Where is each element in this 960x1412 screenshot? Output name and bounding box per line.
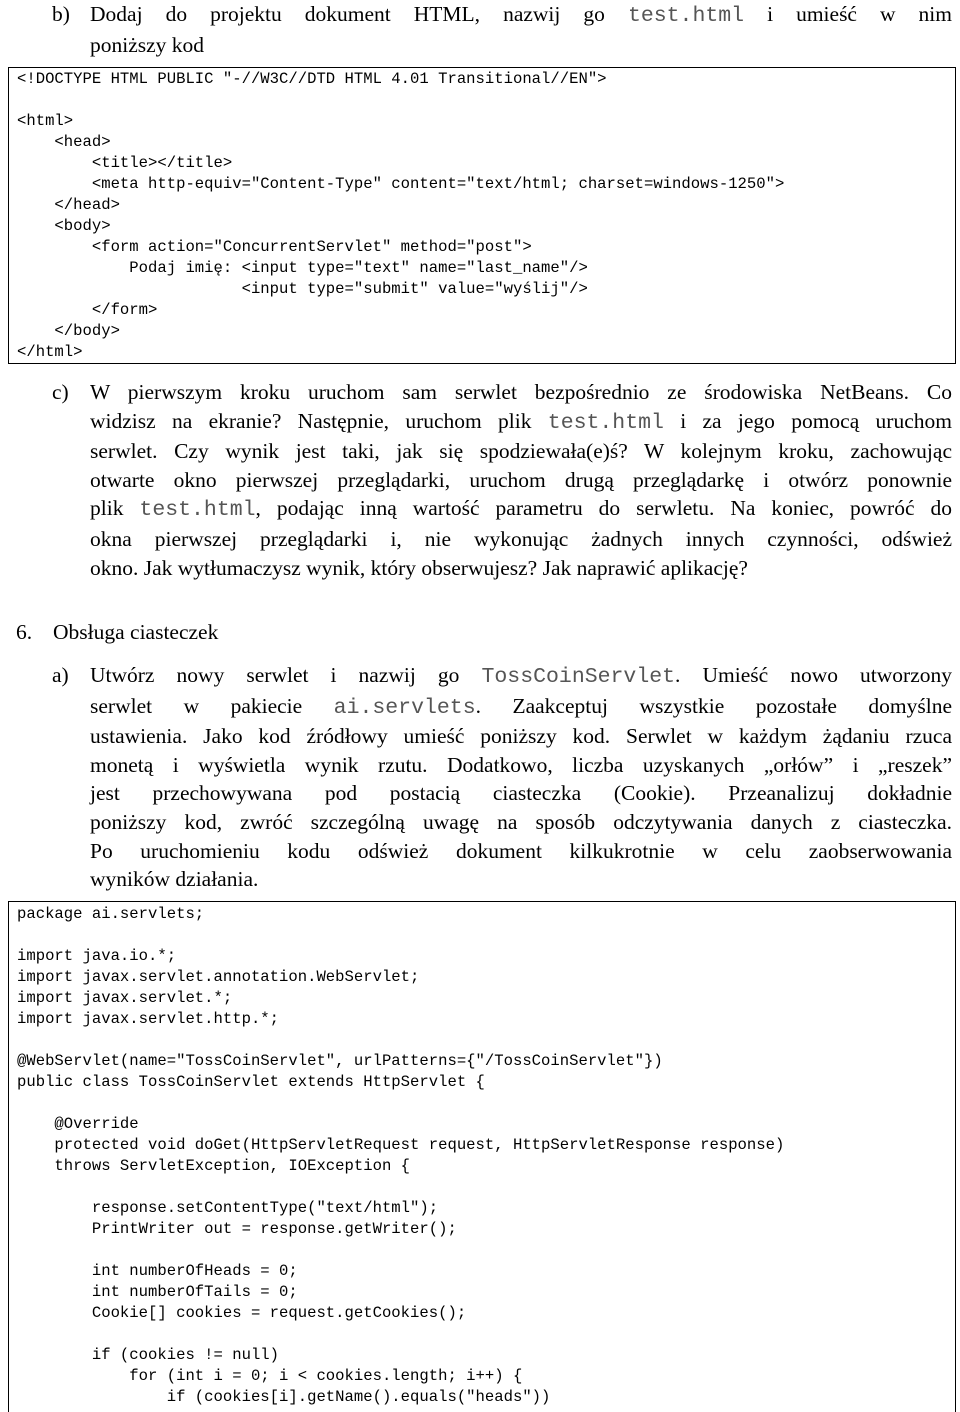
code-line: import java.io.*; <box>17 947 177 965</box>
code-line: int numberOfTails = 0; <box>17 1283 298 1301</box>
code-line: <input type="submit" value="wyślij"/> <box>17 280 588 298</box>
code-line: package ai.servlets; <box>17 905 205 923</box>
section-6-heading <box>16 618 416 647</box>
code-line: @Override <box>17 1115 139 1133</box>
item-a-line-5: jest przechowywana pod postacią ciasteczka (Cookie). Przeanalizuj dokładnie <box>90 781 952 806</box>
code-line <box>17 90 955 111</box>
item-a-line-2: serwlet w pakiecie ai.servlets. Zaakceptuj wszystkie pozostałe domyślne <box>90 693 952 720</box>
code-line: for (int i = 0; i < cookies.length; i++) { <box>17 1367 523 1385</box>
code-line <box>17 1240 955 1261</box>
code-line: </form> <box>17 301 158 319</box>
item-b-marker: b) <box>52 2 70 26</box>
section-6-title: Obsługa ciasteczek <box>53 620 219 644</box>
code-line: <form action="ConcurrentServlet" method="post"> <box>17 238 532 256</box>
code-line: import javax.servlet.annotation.WebServlet; <box>17 968 420 986</box>
code-line: int numberOfHeads = 0; <box>17 1262 298 1280</box>
section-6-number: 6. <box>16 620 33 644</box>
code-line: response.setContentType("text/html"); <box>17 1199 439 1217</box>
item-c-line-2: widzisz na ekranie? Następnie, uruchom plik test.html i za jego pomocą uruchom <box>90 408 952 435</box>
code-line <box>17 1324 955 1345</box>
code-line: </head> <box>17 196 120 214</box>
item-b-line-1: Dodaj do projektu dokument HTML, nazwij go test.html i umieść w nim <box>90 2 952 28</box>
code-line: </html> <box>17 343 83 361</box>
code-line: Podaj imię: <input type="text" name="last_name"/> <box>17 259 588 277</box>
item-a <box>52 661 952 894</box>
code-line <box>17 1177 955 1198</box>
code-line: </body> <box>17 322 120 340</box>
item-a-line-4: monetą i wyświetla wynik rzutu. Dodatkowo, liczba uzyskanych „orłów” i „reszek” <box>90 752 952 777</box>
item-b <box>52 0 952 59</box>
item-c-line-1: W pierwszym kroku uruchom sam serwlet bezpośrednio ze środowiska NetBeans. Co <box>90 380 952 404</box>
code-line <box>17 1030 955 1051</box>
html-code-block <box>8 67 956 364</box>
code-line: protected void doGet(HttpServletRequest request, HttpServletResponse response) <box>17 1136 785 1154</box>
item-b-line-2: poniższy kod <box>90 32 205 57</box>
item-c-line-4: otwarte okno pierwszej przeglądarki, uruchom drugą przeglądarkę i otwórz ponownie <box>90 467 952 492</box>
item-c-marker: c) <box>52 380 69 404</box>
item-a-line-7: Po uruchomieniu kodu odśwież dokument kilkukrotnie w celu zaobserwowania <box>90 838 952 863</box>
code-line: throws ServletException, IOException { <box>17 1157 411 1175</box>
item-a-line-3: ustawienia. Jako kod źródłowy umieść poniższy kod. Serwlet w każdym żądaniu rzuca <box>90 724 952 749</box>
item-a-marker: a) <box>52 663 69 687</box>
code-line: <!DOCTYPE HTML PUBLIC "-//W3C//DTD HTML 4.01 Transitional//EN"> <box>17 70 607 88</box>
item-a-line-1: Utwórz nowy serwlet i nazwij go TossCoinServlet. Umieść nowo utworzony <box>90 663 953 689</box>
code-line: <meta http-equiv="Content-Type" content="text/html; charset=windows-1250"> <box>17 175 785 193</box>
code-line: if (cookies[i].getName().equals("heads")) <box>17 1388 551 1406</box>
code-line: <head> <box>17 133 111 151</box>
code-line: Cookie[] cookies = request.getCookies(); <box>17 1304 467 1322</box>
code-line: public class TossCoinServlet extends HttpServlet { <box>17 1073 485 1091</box>
code-line: import javax.servlet.*; <box>17 989 233 1007</box>
code-line <box>17 1093 955 1114</box>
code-line: import javax.servlet.http.*; <box>17 1010 280 1028</box>
item-c-line-6: okna pierwszej przeglądarki i, nie wykonując żadnych innych czynności, odśwież <box>90 526 952 551</box>
code-line: @WebServlet(name="TossCoinServlet", urlPatterns={"/TossCoinServlet"}) <box>17 1052 663 1070</box>
code-line: <html> <box>17 112 74 130</box>
code-line: <title></title> <box>17 154 233 172</box>
item-c <box>52 378 952 582</box>
item-a-line-8: wyników działania. <box>90 867 259 892</box>
java-code-block <box>8 901 956 1412</box>
item-c-line-5: plik test.html, podając inną wartość parametru do serwletu. Na koniec, powróć do <box>90 496 952 523</box>
code-line: PrintWriter out = response.getWriter(); <box>17 1220 457 1238</box>
code-line: if (cookies != null) <box>17 1346 280 1364</box>
item-c-line-7: okno. Jak wytłumaczysz wynik, który obserwujesz? Jak naprawić aplikację? <box>90 555 748 580</box>
item-a-line-6: poniższy kod, zwróć szczególną uwagę na sposób odczytywania danych z ciasteczka. <box>90 809 952 834</box>
code-line: <body> <box>17 217 111 235</box>
item-c-line-3: serwlet. Czy wynik jest taki, jak się spodziewała(e)ś? W kolejnym kroku, zachowując <box>90 439 952 464</box>
code-line <box>17 925 955 946</box>
